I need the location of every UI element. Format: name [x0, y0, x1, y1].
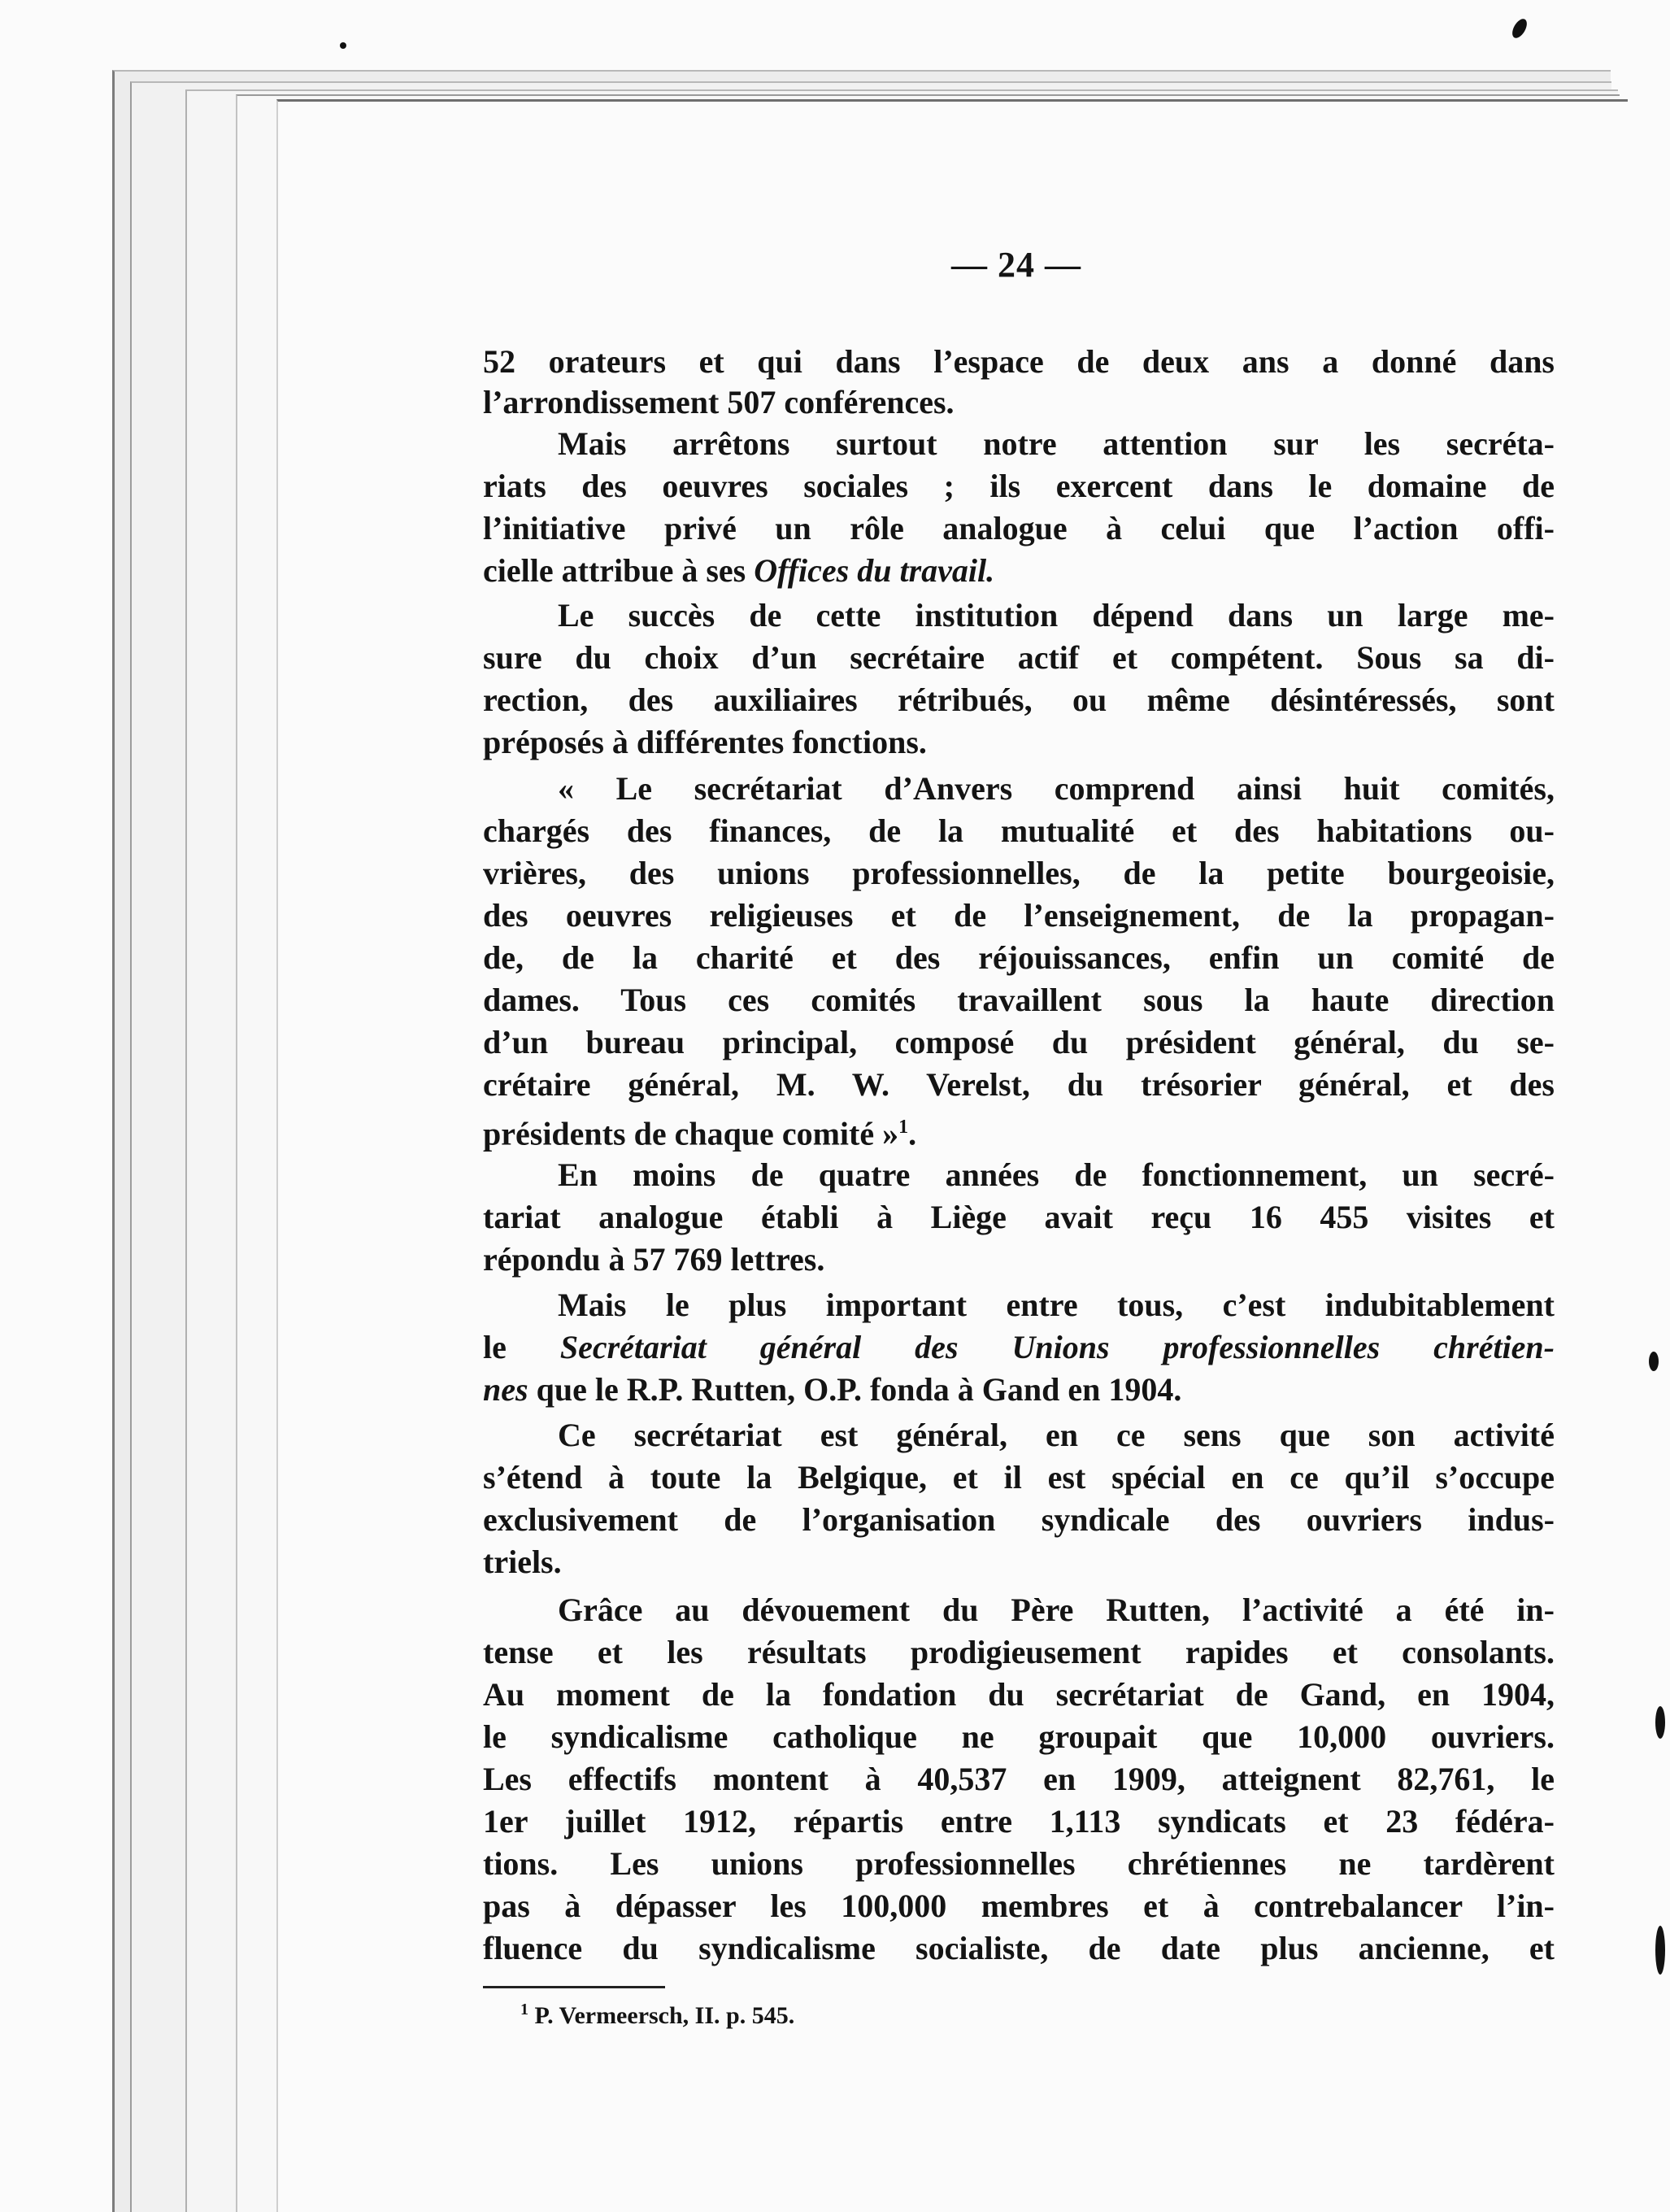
text-line [483, 1369, 1555, 1410]
footnote-ref: 1 [898, 1117, 909, 1138]
text-line: l’initiative privé un rôle analogue à celui que l’action offi- [483, 510, 1555, 546]
italic-title: Offices du travail. [754, 552, 995, 589]
text-line: préposés à différentes fonctions. [483, 724, 927, 760]
text-line: En moins de quatre années de fonctionnement, un secré- [558, 1156, 1555, 1193]
footnote-text: P. Vermeersch, II. p. 545. [528, 2002, 795, 2029]
text-line: Grâce au dévouement du Père Rutten, l’activité a été in- [558, 1592, 1555, 1628]
footnote-rule [483, 1986, 665, 1988]
text-line: crétaire général, M. W. Verelst, du trésorier général, et des [483, 1066, 1555, 1103]
footnote-marker: 1 [520, 2001, 528, 2018]
text-segment: le [483, 1329, 560, 1365]
footnote [520, 2001, 794, 2030]
text-line: 1er juillet 1912, répartis entre 1,113 syndicats et 23 fédéra- [483, 1803, 1555, 1840]
text-line: tariat analogue établi à Liège avait reçu 16 455 visites et [483, 1199, 1555, 1235]
text-line [483, 551, 1555, 591]
text-segment: présidents de chaque comité » [483, 1115, 899, 1152]
text-line: des oeuvres religieuses et de l’enseignement, de la propagan- [483, 897, 1555, 934]
text-line: Au moment de la fondation du secrétariat de Gand, en 1904, [483, 1676, 1555, 1713]
text-line: exclusivement de l’organisation syndicale des ouvriers indus- [483, 1501, 1555, 1538]
text-line: tions. Les unions professionnelles chrétiennes ne tardèrent [483, 1845, 1555, 1882]
text-line: d’un bureau principal, composé du président général, du se- [483, 1024, 1555, 1060]
text-segment: cielle attribue à ses [483, 552, 755, 589]
text-line: Le succès de cette institution dépend dans un large me- [558, 597, 1555, 634]
text-line: de, de la charité et des réjouissances, enfin un comité de [483, 939, 1555, 976]
scan-speck [1655, 1706, 1665, 1739]
text-line: dames. Tous ces comités travaillent sous la haute direction [483, 982, 1555, 1018]
italic-title: nes [483, 1371, 528, 1408]
text-line: s’étend à toute la Belgique, et il est spécial en ce qu’il s’occupe [483, 1459, 1555, 1496]
text-line: rection, des auxiliaires rétribués, ou même désintéressés, sont [483, 681, 1555, 718]
text-line [483, 1327, 1555, 1368]
text-line: Ce secrétariat est général, en ce sens que son activité [558, 1417, 1555, 1453]
text-line: le syndicalisme catholique ne groupait que 10,000 ouvriers. [483, 1718, 1555, 1755]
text-line: 52 orateurs et qui dans l’espace de deux ans a donné dans [483, 343, 1555, 380]
scan-speck [340, 42, 346, 49]
italic-title: Secrétariat général des Unions professionnelles chrétien- [559, 1329, 1555, 1365]
text-line: « Le secrétariat d’Anvers comprend ainsi huit comités, [558, 770, 1555, 807]
text-line: Mais arrêtons surtout notre attention sur les secréta- [558, 425, 1555, 462]
text-segment: . [908, 1115, 917, 1152]
text-line: pas à dépasser les 100,000 membres et à contrebalancer l’in- [483, 1888, 1555, 1924]
text-line: répondu à 57 769 lettres. [483, 1241, 825, 1278]
page-number: — 24 — [951, 245, 1081, 285]
text-line: l’arrondissement 507 conférences. [483, 384, 955, 420]
text-line: triels. [483, 1544, 562, 1580]
scan-speck [1649, 1352, 1659, 1371]
book-page [455, 0, 1577, 2212]
text-line: chargés des finances, de la mutualité et des habitations ou- [483, 812, 1555, 849]
text-line: riats des oeuvres sociales ; ils exercent dans le domaine de [483, 468, 1555, 504]
text-line: sure du choix d’un secrétaire actif et compétent. Sous sa di- [483, 639, 1555, 676]
text-segment: que le R.P. Rutten, O.P. fonda à Gand en 1904. [528, 1371, 1182, 1408]
text-line: Les effectifs montent à 40,537 en 1909, atteignent 82,761, le [483, 1761, 1555, 1797]
scan-speck [1655, 1926, 1665, 1975]
text-line: tense et les résultats prodigieusement rapides et consolants. [483, 1634, 1555, 1670]
text-line: fluence du syndicalisme socialiste, de date plus ancienne, et [483, 1930, 1555, 1966]
text-line: Mais le plus important entre tous, c’est indubitablement [558, 1287, 1555, 1323]
text-line: vrières, des unions professionnelles, de la petite bourgeoisie, [483, 855, 1555, 891]
text-line [483, 1107, 1555, 1154]
